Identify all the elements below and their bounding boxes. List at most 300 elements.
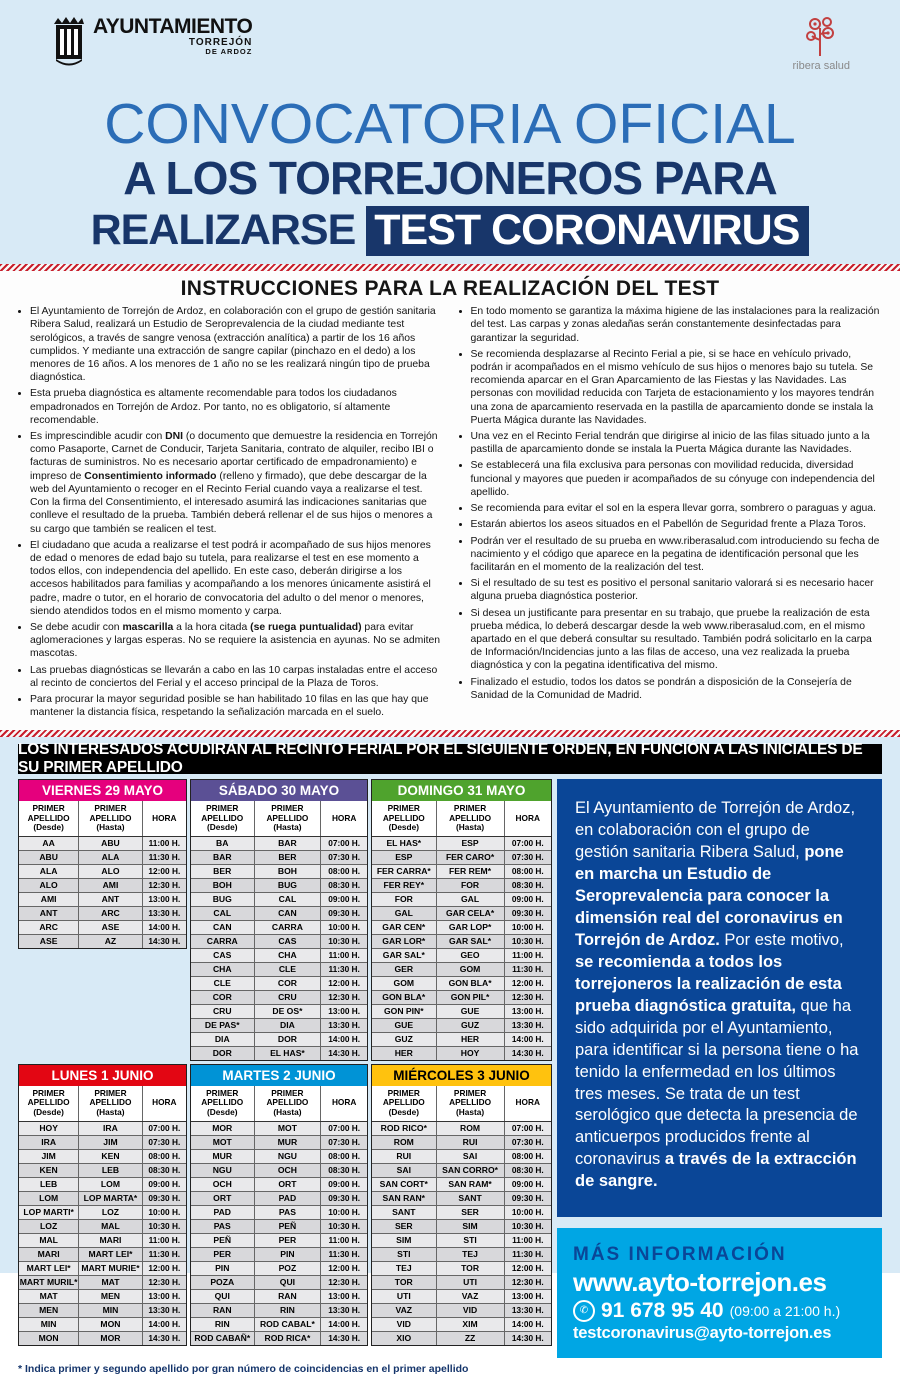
- schedule-row: [19, 1205, 186, 1219]
- surname-from: GER: [372, 962, 436, 976]
- surname-from: GON BLA*: [372, 990, 436, 1004]
- time-slot: 11:00 H.: [504, 1233, 551, 1247]
- surname-from: KEN: [19, 1163, 79, 1177]
- surname-from: RIN: [191, 1317, 254, 1331]
- ayuntamiento-logo: [52, 16, 252, 66]
- time-slot: 13:30 H.: [142, 1303, 186, 1317]
- time-slot: 11:30 H.: [504, 1247, 551, 1261]
- surname-to: BUG: [254, 878, 321, 892]
- surname-to: MOT: [254, 1121, 321, 1135]
- surname-from: FER REY*: [372, 878, 436, 892]
- title-line1: CONVOCATORIA OFICIAL: [104, 92, 796, 156]
- time-slot: 14:30 H.: [504, 1046, 551, 1060]
- schedule-row: [372, 1233, 551, 1247]
- time-slot: 08:00 H.: [321, 1149, 367, 1163]
- schedule-row: [191, 850, 367, 864]
- time-slot: 10:30 H.: [142, 1219, 186, 1233]
- time-slot: 12:00 H.: [142, 864, 186, 878]
- ribera-salud-label: ribera salud: [792, 60, 850, 72]
- surname-from: MAT: [19, 1289, 79, 1303]
- surname-to: SIM: [436, 1219, 504, 1233]
- surname-to: FER CARO*: [436, 850, 504, 864]
- instruction-bullet: • Se establecerá una fila exclusiva para personas con movilidad reducida, diversidad funcional y mayores que pueden ir acompañados de su cónyuge con independencia del apellido.: [471, 459, 884, 499]
- surname-to: NGU: [254, 1149, 321, 1163]
- surname-from: HOY: [19, 1121, 79, 1135]
- time-slot: 13:30 H.: [142, 906, 186, 920]
- surname-from: QUI: [191, 1289, 254, 1303]
- surname-from: SAN CORT*: [372, 1177, 436, 1191]
- surname-from: BUG: [191, 892, 254, 906]
- schedule-row: [191, 1177, 367, 1191]
- surname-from: GAR SAL*: [372, 948, 436, 962]
- column-header: PRIMER APELLIDO (Hasta): [254, 801, 321, 836]
- schedule-tables-grid: [18, 779, 552, 1358]
- day-table-header-miercoles: MIÉRCOLES 3 JUNIO: [372, 1065, 551, 1086]
- contact-url: www.ayto-torrejon.es: [573, 1266, 827, 1297]
- day-table-miercoles: [371, 1064, 552, 1346]
- schedule-row: [191, 1247, 367, 1261]
- day-table-viernes: [18, 779, 187, 949]
- contact-phone: 91 678 95 40: [601, 1298, 724, 1322]
- schedule-row: [191, 920, 367, 934]
- surname-from: MAL: [19, 1233, 79, 1247]
- column-header: PRIMER APELLIDO (Hasta): [436, 801, 504, 836]
- time-slot: 14:00 H.: [504, 1317, 551, 1331]
- surname-from: DIA: [191, 1032, 254, 1046]
- ayuntamiento-name: AYUNTAMIENTO: [93, 15, 253, 38]
- surname-from: SER: [372, 1219, 436, 1233]
- time-slot: 12:00 H.: [321, 976, 367, 990]
- schedule-row: [191, 1004, 367, 1018]
- surname-to: ASE: [79, 920, 142, 934]
- surname-from: GON PIN*: [372, 1004, 436, 1018]
- schedule-row: [372, 1317, 551, 1331]
- time-slot: 12:30 H.: [504, 1275, 551, 1289]
- time-slot: 12:00 H.: [321, 1261, 367, 1275]
- schedule-row: [191, 1261, 367, 1275]
- schedule-row: [19, 1191, 186, 1205]
- time-slot: 13:30 H.: [504, 1018, 551, 1032]
- schedule-row: [372, 892, 551, 906]
- schedule-row: [372, 850, 551, 864]
- schedule-row: [191, 990, 367, 1004]
- surname-from: LEB: [19, 1177, 79, 1191]
- surname-to: GON BLA*: [436, 976, 504, 990]
- schedule-row: [372, 1303, 551, 1317]
- column-header: PRIMER APELLIDO (Desde): [191, 801, 254, 836]
- schedule-row: [191, 864, 367, 878]
- schedule-row: [19, 1317, 186, 1331]
- surname-from: CHA: [191, 962, 254, 976]
- time-slot: 11:00 H.: [321, 948, 367, 962]
- surname-to: VAZ: [436, 1289, 504, 1303]
- time-slot: 14:30 H.: [142, 1331, 186, 1345]
- surname-to: CARRA: [254, 920, 321, 934]
- time-slot: 10:00 H.: [504, 1205, 551, 1219]
- time-slot: 08:00 H.: [142, 1149, 186, 1163]
- schedule-row: [19, 1303, 186, 1317]
- surname-from: ROD CABAÑ*: [191, 1331, 254, 1345]
- surname-to: CAN: [254, 906, 321, 920]
- surname-from: XIO: [372, 1331, 436, 1345]
- schedule-row: [19, 1289, 186, 1303]
- surname-from: LOZ: [19, 1219, 79, 1233]
- instructions-section: [0, 271, 900, 730]
- time-slot: 10:30 H.: [504, 934, 551, 948]
- schedule-row: [19, 1135, 186, 1149]
- surname-from: MOT: [191, 1135, 254, 1149]
- schedule-row: [191, 1219, 367, 1233]
- surname-from: PIN: [191, 1261, 254, 1275]
- column-header: PRIMER APELLIDO (Hasta): [79, 801, 142, 836]
- surname-from: GAR LOR*: [372, 934, 436, 948]
- surname-from: FER CARRA*: [372, 864, 436, 878]
- time-slot: 11:30 H.: [504, 962, 551, 976]
- surname-to: POZ: [254, 1261, 321, 1275]
- surname-to: FOR: [436, 878, 504, 892]
- time-slot: 10:00 H.: [142, 1205, 186, 1219]
- surname-to: DOR: [254, 1032, 321, 1046]
- time-slot: 09:00 H.: [321, 892, 367, 906]
- day-table-header-domingo: DOMINGO 31 MAYO: [372, 780, 551, 801]
- schedule-row: [191, 1317, 367, 1331]
- surname-to: HER: [436, 1032, 504, 1046]
- sidebar-paragraph: El Ayuntamiento de Torrejón de Ardoz, en colaboración con el grupo de gestión sanitaria Ribera Salud, pone en marcha un Estudio de Seroprevalencia para conocer la dimensión real del coronavirus en Torrejón de Ardoz. Por este motivo, se recomienda a todos los torrejoneros la realización de esta prueba diagnóstica gratuita, que ha sido adquirida por el Ayuntamiento, para identificar si la persona tiene o ha tenido la enfermedad en los últimos tres meses. Se trata de un test serológico que detecta la presencia de anticuerpos producidos frente al coronavirus a través de la extracción de sangre.: [575, 799, 859, 1191]
- asterisk-footnote: * Indica primer y segundo apellido por gran número de coincidencias en el primer apellido: [18, 1363, 469, 1375]
- column-header: PRIMER APELLIDO (Hasta): [79, 1086, 142, 1121]
- surname-to: FER REM*: [436, 864, 504, 878]
- surname-from: BER: [191, 864, 254, 878]
- surname-from: ALA: [19, 864, 79, 878]
- schedule-row: [372, 1177, 551, 1191]
- column-header: PRIMER APELLIDO (Desde): [372, 1086, 436, 1121]
- surname-from: MIN: [19, 1317, 79, 1331]
- surname-to: SAN CORRO*: [436, 1163, 504, 1177]
- instruction-bullet: • Si desea un justificante para presentar en su trabajo, que pruebe la realización de esta prueba médica, lo deberá descargar desde la web www.riberasalud.com, en el mismo apartado en el que deberá consultar su resultado. También podrá solicitarlo en la carpa de Información/Incidencias junto a las filas de acceso, una vez realizada la prueba diagnóstica y con la pegatina identificativa del mismo.: [471, 607, 884, 673]
- surname-to: MART MURIE*: [79, 1261, 142, 1275]
- surname-to: BER: [254, 850, 321, 864]
- ayuntamiento-logo-text: [93, 16, 252, 56]
- surname-from: CRU: [191, 1004, 254, 1018]
- title-line3-prefix: REALIZARSE: [90, 205, 356, 254]
- time-slot: 10:30 H.: [321, 934, 367, 948]
- time-slot: 13:30 H.: [504, 1303, 551, 1317]
- time-slot: 11:00 H.: [504, 948, 551, 962]
- column-header: PRIMER APELLIDO (Desde): [19, 1086, 79, 1121]
- phone-icon: ✆: [573, 1300, 595, 1322]
- schedule-row: [19, 934, 186, 948]
- time-slot: 14:30 H.: [321, 1046, 367, 1060]
- time-slot: 08:30 H.: [142, 1163, 186, 1177]
- column-header: HORA: [504, 801, 551, 836]
- schedule-row: [191, 1163, 367, 1177]
- instruction-bullet: • Se recomienda para evitar el sol en la espera llevar gorra, sombrero o paraguas y agua.: [471, 502, 884, 515]
- time-slot: 07:30 H.: [142, 1135, 186, 1149]
- surname-from: MUR: [191, 1149, 254, 1163]
- time-slot: 09:00 H.: [504, 892, 551, 906]
- schedule-row: [19, 1149, 186, 1163]
- instruction-bullet: • Es imprescindible acudir con DNI (o documento que demuestre la residencia en Torrejón como Pasaporte, Carnet de Conducir, Tarjeta Sanitaria, contrato de alquiler, recibo IBI o facturas de suministros. No es necesario aportar certificado de empadronamiento) e impreso de Consentimiento informado (relleno y firmado), que debe descargar de la web del Ayuntamiento o recoger en el Recinto Ferial cuando vaya a realizarse el test. Con la firma del Consentimiento, el interesado asumirá las indicaciones sanitarias que conlleve el resultado de la prueba. También deberá rellenar el de sus hijos o menores a su cargo que también se realicen el test.: [30, 430, 443, 536]
- surname-from: GAR CEN*: [372, 920, 436, 934]
- instruction-bullet: • El Ayuntamiento de Torrejón de Ardoz, en colaboración con el grupo de gestión sanitaria Ribera Salud, realizará un Estudio de Seroprevalencia de la ciudad mediante test serológicos, a través de sangre venosa (extracción analítica) a partir de los 16 años cumplidos. Y mediante una extracción de sangre capilar (pinchazo en el dedo) a los menores de 16 años. A los menores de 1 año no se les realizará ningún tipo de prueba diagnóstica.: [30, 305, 443, 384]
- title-highlight: TEST CORONAVIRUS: [366, 206, 809, 256]
- schedule-row: [19, 1275, 186, 1289]
- surname-to: CAL: [254, 892, 321, 906]
- time-slot: 07:30 H.: [504, 1135, 551, 1149]
- surname-to: GOM: [436, 962, 504, 976]
- time-slot: 09:00 H.: [504, 1177, 551, 1191]
- instruction-bullet: • Si el resultado de su test es positivo el personal sanitario valorará si es necesario hacer alguna prueba diagnóstica posterior.: [471, 577, 884, 603]
- surname-from: AMI: [19, 892, 79, 906]
- time-slot: 10:30 H.: [504, 1219, 551, 1233]
- surname-from: PAD: [191, 1205, 254, 1219]
- surname-to: MEN: [79, 1289, 142, 1303]
- day-table-header-sabado: SÁBADO 30 MAYO: [191, 780, 367, 801]
- time-slot: 07:30 H.: [504, 850, 551, 864]
- surname-from: FOR: [372, 892, 436, 906]
- surname-to: ARC: [79, 906, 142, 920]
- ayuntamiento-city2: DE ARDOZ: [205, 47, 253, 56]
- instruction-bullet: • El ciudadano que acuda a realizarse el test podrá ir acompañado de sus hijos menores de edad o menores de edad bajo su tutela, para realizarse el test en ese momento a todos ellos, con independencia del apellido. En este caso, deberán dirigirse a los accesos habilitados para familias y acompañando a los menores únicamente asistirá el padre, madre o tutor, en el horario de convocatoria del adulto o del menor o menores, siendo atendidos todos en el mismo momento y carpa.: [30, 539, 443, 618]
- schedule-row: [372, 990, 551, 1004]
- schedule-row: [191, 1289, 367, 1303]
- schedule-row: [372, 1219, 551, 1233]
- surname-from: ALO: [19, 878, 79, 892]
- schedule-row: [191, 1121, 367, 1135]
- schedule-row: [372, 1135, 551, 1149]
- time-slot: 11:30 H.: [321, 962, 367, 976]
- surname-from: BAR: [191, 850, 254, 864]
- surname-from: SIM: [372, 1233, 436, 1247]
- schedule-row: [372, 906, 551, 920]
- time-slot: 14:30 H.: [142, 934, 186, 948]
- surname-from: CLE: [191, 976, 254, 990]
- surname-from: MEN: [19, 1303, 79, 1317]
- surname-to: MAT: [79, 1275, 142, 1289]
- surname-from: MON: [19, 1331, 79, 1345]
- schedule-row: [19, 1219, 186, 1233]
- surname-from: CARRA: [191, 934, 254, 948]
- schedule-row: [191, 1233, 367, 1247]
- surname-from: AA: [19, 836, 79, 850]
- surname-to: CLE: [254, 962, 321, 976]
- schedule-row: [372, 1261, 551, 1275]
- instruction-bullet: • Se recomienda desplazarse al Recinto Ferial a pie, si se hace en vehículo privado, podrán ir acompañados en el mismo vehículo de sus hijos o menores bajo su tutela. Se recomienda aparcar en el Gran Aparcamiento de las Fiestas y las Navidades. Las personas con movilidad reducida con Tarjeta de estacionamiento y los mayores tendrán una zona de aparcamiento reservada en la pastilla de aparcamiento donde se instala la Puerta Mágica durante las Navidades.: [471, 348, 884, 427]
- column-header: PRIMER APELLIDO (Hasta): [436, 1086, 504, 1121]
- schedule-row: [191, 934, 367, 948]
- surname-to: ZZ: [436, 1331, 504, 1345]
- time-slot: 10:00 H.: [321, 920, 367, 934]
- surname-from: ROD RICO*: [372, 1121, 436, 1135]
- time-slot: 09:30 H.: [321, 906, 367, 920]
- surname-to: DE OS*: [254, 1004, 321, 1018]
- surname-to: EL HAS*: [254, 1046, 321, 1060]
- day-table-domingo: [371, 779, 552, 1061]
- schedule-table-miercoles: [372, 1086, 551, 1345]
- surname-from: PEÑ: [191, 1233, 254, 1247]
- ayuntamiento-city: TORREJÓN: [188, 37, 253, 48]
- surname-to: CHA: [254, 948, 321, 962]
- instruction-bullet: • Finalizado el estudio, todos los datos se pondrán a disposición de la Consejería de Sanidad de la Comunidad de Madrid.: [471, 676, 884, 702]
- time-slot: 07:00 H.: [142, 1121, 186, 1135]
- time-slot: 08:00 H.: [321, 864, 367, 878]
- surname-to: PIN: [254, 1247, 321, 1261]
- time-slot: 13:00 H.: [142, 892, 186, 906]
- surname-from: ABU: [19, 850, 79, 864]
- surname-from: TOR: [372, 1275, 436, 1289]
- instructions-heading: INSTRUCCIONES PARA LA REALIZACIÓN DEL TEST: [180, 277, 720, 301]
- schedule-row: [191, 1303, 367, 1317]
- time-slot: 07:30 H.: [321, 850, 367, 864]
- schedule-row: [19, 864, 186, 878]
- time-slot: 12:00 H.: [142, 1261, 186, 1275]
- schedule-row: [19, 1261, 186, 1275]
- time-slot: 13:00 H.: [504, 1004, 551, 1018]
- title-line2: A LOS TORREJONEROS PARA: [123, 152, 777, 204]
- surname-from: ESP: [372, 850, 436, 864]
- surname-from: SANT: [372, 1205, 436, 1219]
- schedule-row: [191, 1046, 367, 1060]
- schedule-row: [191, 836, 367, 850]
- time-slot: 09:00 H.: [321, 1177, 367, 1191]
- surname-to: RUI: [436, 1135, 504, 1149]
- day-table-martes: [190, 1064, 368, 1346]
- surname-from: GUZ: [372, 1032, 436, 1046]
- surname-from: RUI: [372, 1149, 436, 1163]
- surname-from: ARC: [19, 920, 79, 934]
- surname-from: UTI: [372, 1289, 436, 1303]
- surname-from: COR: [191, 990, 254, 1004]
- time-slot: 14:00 H.: [142, 1317, 186, 1331]
- surname-from: ASE: [19, 934, 79, 948]
- schedule-row: [19, 1177, 186, 1191]
- header: [0, 0, 900, 86]
- surname-to: TOR: [436, 1261, 504, 1275]
- schedule-row: [372, 1121, 551, 1135]
- schedule-row: [191, 878, 367, 892]
- schedule-row: [372, 836, 551, 850]
- schedule-row: [372, 1163, 551, 1177]
- divider-bottom: [0, 730, 900, 737]
- time-slot: 09:30 H.: [504, 906, 551, 920]
- surname-to: GAL: [436, 892, 504, 906]
- surname-to: HOY: [436, 1046, 504, 1060]
- time-slot: 10:00 H.: [321, 1205, 367, 1219]
- surname-to: BOH: [254, 864, 321, 878]
- instructions-right-list: [458, 305, 884, 702]
- surname-to: ALA: [79, 850, 142, 864]
- surname-from: CAN: [191, 920, 254, 934]
- schedule-section: [18, 779, 882, 1358]
- ribera-salud-logo: [793, 16, 850, 72]
- surname-to: GUZ: [436, 1018, 504, 1032]
- contact-email: testcoronavirus@ayto-torrejon.es: [573, 1323, 832, 1342]
- day-table-header-martes: MARTES 2 JUNIO: [191, 1065, 367, 1086]
- surname-from: BOH: [191, 878, 254, 892]
- schedule-row: [19, 878, 186, 892]
- schedule-row: [372, 920, 551, 934]
- schedule-row: [19, 1163, 186, 1177]
- surname-to: GAR CELA*: [436, 906, 504, 920]
- time-slot: 12:30 H.: [142, 878, 186, 892]
- surname-to: CRU: [254, 990, 321, 1004]
- instruction-bullet: • Una vez en el Recinto Ferial tendrán que dirigirse al inicio de las filas situado junto a la pastilla de aparcamiento donde se instala la Puerta Mágica durante las Navidades.: [471, 430, 884, 456]
- schedule-row: [191, 962, 367, 976]
- sidebar: [557, 779, 882, 1358]
- schedule-row: [191, 1135, 367, 1149]
- time-slot: 12:30 H.: [321, 1275, 367, 1289]
- sidebar-text-panel: [557, 779, 882, 1217]
- column-header: PRIMER APELLIDO (Hasta): [254, 1086, 321, 1121]
- day-table-header-lunes: LUNES 1 JUNIO: [19, 1065, 186, 1086]
- surname-from: GAL: [372, 906, 436, 920]
- ayuntamiento-crest-icon: [52, 16, 86, 66]
- time-slot: 09:30 H.: [321, 1191, 367, 1205]
- schedule-row: [372, 1149, 551, 1163]
- surname-to: MON: [79, 1317, 142, 1331]
- schedule-table-viernes: [19, 801, 186, 948]
- surname-from: IRA: [19, 1135, 79, 1149]
- time-slot: 12:30 H.: [321, 990, 367, 1004]
- time-slot: 13:00 H.: [321, 1289, 367, 1303]
- schedule-table-sabado: [191, 801, 367, 1060]
- surname-to: SAN RAM*: [436, 1177, 504, 1191]
- surname-to: GEO: [436, 948, 504, 962]
- surname-to: UTI: [436, 1275, 504, 1289]
- schedule-row: [372, 976, 551, 990]
- surname-to: LOM: [79, 1177, 142, 1191]
- surname-to: MIN: [79, 1303, 142, 1317]
- instruction-bullet: • Se debe acudir con mascarilla a la hora citada (se ruega puntualidad) para evitar aglomeraciones y largas esperas. No se requiere la asistencia en ayunas. No se admiten mascotas.: [30, 621, 443, 661]
- surname-to: BAR: [254, 836, 321, 850]
- surname-from: SAN RAN*: [372, 1191, 436, 1205]
- time-slot: 13:30 H.: [321, 1303, 367, 1317]
- instruction-bullet: • Podrán ver el resultado de su prueba en www.riberasalud.com introduciendo su fecha de nacimiento y el código que aparece en la pegatina de identificación personal que les facilitarán en el momento de la realización del test.: [471, 535, 884, 575]
- schedule-row: [372, 1205, 551, 1219]
- column-header: HORA: [321, 1086, 367, 1121]
- surname-from: ROM: [372, 1135, 436, 1149]
- surname-to: GON PIL*: [436, 990, 504, 1004]
- time-slot: 09:30 H.: [504, 1191, 551, 1205]
- surname-to: QUI: [254, 1275, 321, 1289]
- schedule-row: [372, 1191, 551, 1205]
- surname-to: RIN: [254, 1303, 321, 1317]
- surname-to: OCH: [254, 1163, 321, 1177]
- surname-from: HER: [372, 1046, 436, 1060]
- time-slot: 14:00 H.: [321, 1032, 367, 1046]
- time-slot: 13:30 H.: [321, 1018, 367, 1032]
- schedule-row: [191, 892, 367, 906]
- surname-from: MOR: [191, 1121, 254, 1135]
- surname-from: LOM: [19, 1191, 79, 1205]
- surname-from: GUE: [372, 1018, 436, 1032]
- time-slot: 12:30 H.: [142, 1275, 186, 1289]
- time-slot: 07:00 H.: [504, 836, 551, 850]
- schedule-table-martes: [191, 1086, 367, 1345]
- surname-to: KEN: [79, 1149, 142, 1163]
- time-slot: 09:30 H.: [142, 1191, 186, 1205]
- surname-to: MART LEI*: [79, 1247, 142, 1261]
- surname-to: MOR: [79, 1331, 142, 1345]
- time-slot: 09:00 H.: [142, 1177, 186, 1191]
- time-slot: 08:30 H.: [321, 878, 367, 892]
- surname-from: GOM: [372, 976, 436, 990]
- time-slot: 07:00 H.: [321, 1121, 367, 1135]
- time-slot: 11:30 H.: [321, 1247, 367, 1261]
- schedule-row: [372, 878, 551, 892]
- column-header: PRIMER APELLIDO (Desde): [19, 801, 79, 836]
- surname-from: SAI: [372, 1163, 436, 1177]
